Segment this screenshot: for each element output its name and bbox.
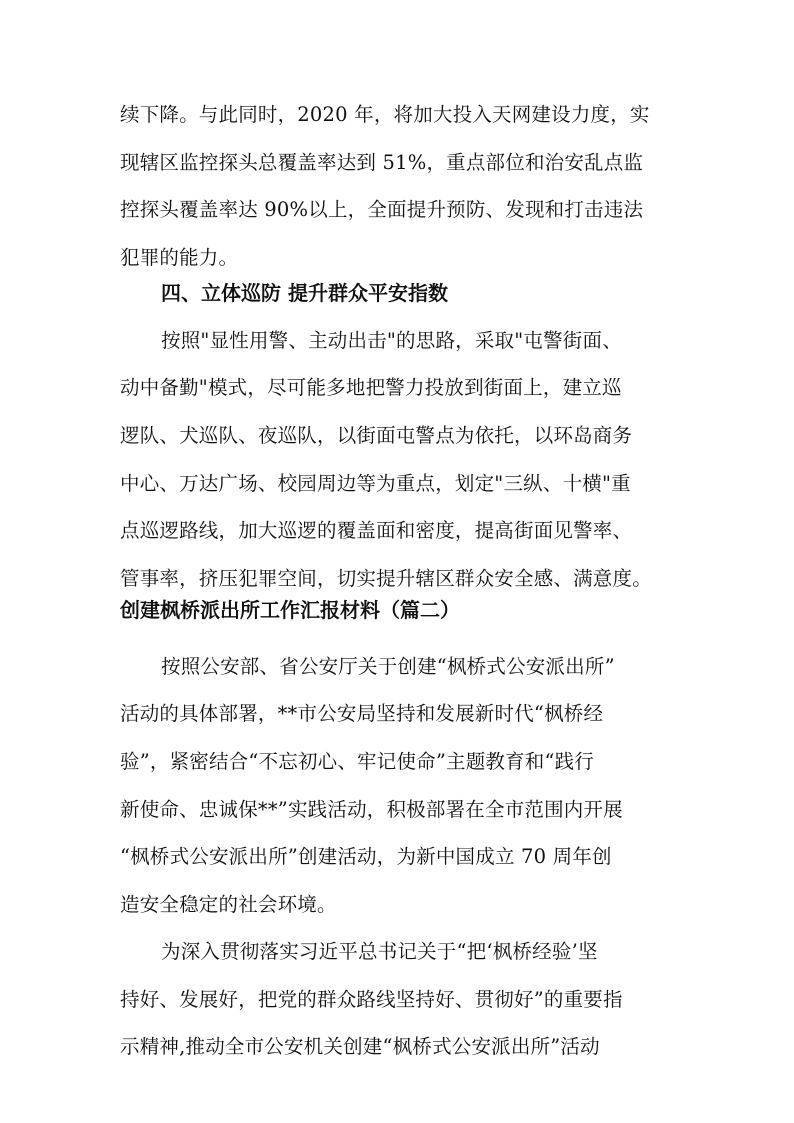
body-text-line: 为深入贯彻落实习近平总书记关于“把‘枫桥经验’坚 [161,940,598,963]
body-text-line: 现辖区监控探头总覆盖率达到 51%，重点部位和治安乱点监 [120,151,644,174]
section-heading: 四、立体巡防 提升群众平安指数 [161,281,448,305]
body-text-line: 续下降。与此同时，2020 年，将加大投入天网建设力度，实 [120,103,650,126]
body-text-line: 新使命、忠诚保**”实践活动，积极部署在全市范围内开展 [120,798,623,821]
body-text-line: 按照"显性用警、主动出击"的思路，采取"屯警街面、 [161,329,622,352]
body-text-line: 逻队、犬巡队、夜巡队，以街面屯警点为依托，以环岛商务 [120,424,633,447]
body-text-line: 动中备勤"模式，尽可能多地把警力投放到街面上，建立巡 [120,376,622,399]
body-text-line: 管事率，挤压犯罪空间，切实提升辖区群众安全感、满意度。 [120,567,652,590]
body-text-line: 点巡逻路线，加大巡逻的覆盖面和密度，提高街面见警率、 [120,519,633,542]
body-text-line: 中心、万达广场、校园周边等为重点，划定"三纵、十横"重 [120,472,631,495]
document-title: 创建枫桥派出所工作汇报材料（篇二） [120,598,460,622]
body-text-line: 造安全稳定的社会环境。 [120,893,337,916]
body-text-line: 活动的具体部署，**市公安局坚持和发展新时代“枫桥经 [120,702,604,725]
body-text-line: 按照公安部、省公安厅关于创建“枫桥式公安派出所” [161,655,615,678]
body-text-line: 示精神,推动全市公安机关创建“枫桥式公安派出所”活动 [120,1035,600,1058]
body-text-line: 控探头覆盖率达 90%以上，全面提升预防、发现和打击违法 [120,198,644,221]
body-text-line: 验”，紧密结合“不忘初心、牢记使命”主题教育和“践行 [120,750,595,773]
body-text-line: “枫桥式公安派出所”创建活动，为新中国成立 70 周年创 [120,845,612,868]
body-text-line: 犯罪的能力。 [120,246,239,269]
body-text-line: 持好、发展好，把党的群众路线坚持好、贯彻好”的重要指 [120,988,623,1011]
